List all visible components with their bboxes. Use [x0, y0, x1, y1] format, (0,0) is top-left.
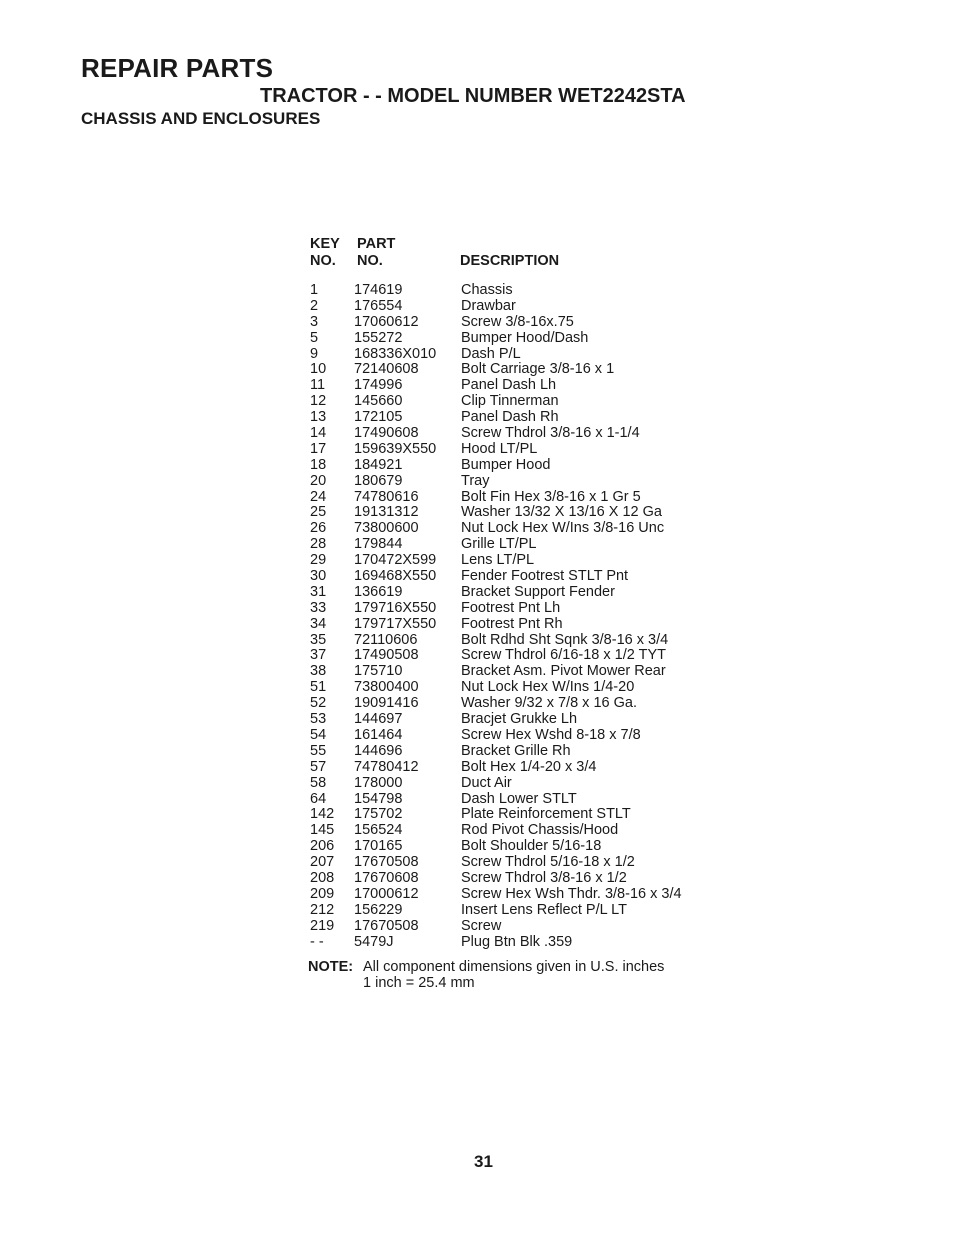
- table-row: [310, 648, 710, 664]
- table-row: [310, 299, 710, 315]
- part-no-cell: 174996: [354, 377, 403, 394]
- table-row: [310, 807, 710, 823]
- part-no-cell: 178000: [354, 774, 403, 791]
- table-row: [310, 537, 710, 553]
- note-label: NOTE:: [308, 959, 354, 975]
- description-cell: Footrest Pnt Rh: [461, 615, 563, 632]
- key-no-cell: 64: [310, 790, 327, 807]
- description-header: DESCRIPTION: [460, 253, 560, 269]
- table-row: [310, 553, 710, 569]
- table-row: [310, 505, 710, 521]
- key-no-cell: 20: [310, 472, 327, 489]
- part-no-cell: 17670508: [354, 854, 419, 871]
- part-no-cell: 5479J: [354, 933, 394, 950]
- table-row: [310, 490, 710, 506]
- part-no-cell: 17490508: [354, 647, 419, 664]
- key-no-cell: 17: [310, 440, 327, 457]
- table-row: [310, 394, 710, 410]
- page-title: REPAIR PARTS: [81, 53, 274, 83]
- table-row: [310, 283, 710, 299]
- description-cell: Clip Tinnerman: [461, 393, 559, 410]
- key-no-cell: 207: [310, 854, 335, 871]
- key-no-cell: 10: [310, 361, 327, 378]
- part-no-cell: 161464: [354, 726, 403, 743]
- description-cell: Lens LT/PL: [461, 552, 535, 569]
- key-no-cell: 2: [310, 297, 319, 314]
- description-cell: Rod Pivot Chassis/Hood: [461, 822, 619, 839]
- part-no-cell: 174619: [354, 282, 403, 298]
- description-cell: Hood LT/PL: [461, 440, 538, 457]
- key-no-cell: 54: [310, 726, 327, 743]
- part-no-cell: 73800600: [354, 520, 419, 537]
- table-row: [310, 696, 710, 712]
- table-row: [310, 474, 710, 490]
- part-no-cell: 19091416: [354, 695, 419, 712]
- part-no-cell: 168336X010: [354, 345, 437, 362]
- part-no-cell: 156524: [354, 822, 403, 839]
- table-row: [310, 442, 710, 458]
- description-cell: Nut Lock Hex W/Ins 3/8-16 Unc: [461, 520, 665, 537]
- description-cell: Screw Hex Wsh Thdr. 3/8-16 x 3/4: [461, 885, 682, 902]
- parts-table-header: [310, 236, 710, 272]
- part-no-cell: 179844: [354, 536, 403, 553]
- key-no-cell: 53: [310, 711, 327, 728]
- part-header-line1: PART: [357, 236, 396, 252]
- table-row: [310, 378, 710, 394]
- part-no-cell: 17670508: [354, 917, 419, 934]
- table-row: [310, 919, 710, 935]
- description-cell: Bolt Shoulder 5/16-18: [461, 838, 602, 855]
- part-no-cell: 74780616: [354, 488, 419, 505]
- key-no-cell: 145: [310, 822, 335, 839]
- description-cell: Washer 13/32 X 13/16 X 12 Ga: [461, 504, 662, 521]
- note-line-2: 1 inch = 25.4 mm: [363, 975, 475, 991]
- part-no-cell: 17670608: [354, 869, 419, 886]
- description-cell: Screw Thdrol 6/16-18 x 1/2 TYT: [461, 647, 666, 664]
- key-no-cell: 38: [310, 663, 327, 680]
- key-no-cell: 58: [310, 774, 327, 791]
- part-no-cell: 144696: [354, 742, 403, 759]
- description-cell: Bracket Support Fender: [461, 583, 615, 600]
- key-no-cell: 28: [310, 536, 327, 553]
- part-no-cell: 180679: [354, 472, 403, 489]
- description-cell: Bolt Hex 1/4-20 x 3/4: [461, 758, 597, 775]
- key-no-cell: 219: [310, 917, 335, 934]
- part-no-cell: 175710: [354, 663, 403, 680]
- key-no-cell: 55: [310, 742, 327, 759]
- table-row: [310, 792, 710, 808]
- table-row: [310, 680, 710, 696]
- part-no-cell: 17060612: [354, 313, 419, 330]
- part-no-cell: 159639X550: [354, 440, 437, 457]
- table-row: [310, 521, 710, 537]
- table-row: [310, 839, 710, 855]
- table-row: [310, 426, 710, 442]
- description-cell: Duct Air: [461, 774, 512, 791]
- description-cell: Bracjet Grukke Lh: [461, 711, 578, 728]
- note-line-1: All component dimensions given in U.S. inches: [363, 959, 665, 975]
- part-no-cell: 176554: [354, 297, 403, 314]
- table-row: [310, 823, 710, 839]
- part-no-cell: 144697: [354, 711, 403, 728]
- table-row: [310, 664, 710, 680]
- table-row: [310, 776, 710, 792]
- description-cell: Tray: [461, 472, 490, 489]
- table-row: [310, 887, 710, 903]
- key-no-cell: 13: [310, 409, 327, 426]
- table-row: [310, 331, 710, 347]
- table-row: [310, 601, 710, 617]
- table-row: [310, 362, 710, 378]
- table-row: [310, 585, 710, 601]
- part-no-cell: 72110606: [354, 631, 418, 648]
- parts-table: [310, 283, 710, 950]
- key-no-cell: - -: [310, 933, 324, 950]
- table-row: [310, 712, 710, 728]
- part-no-cell: 169468X550: [354, 568, 437, 585]
- description-cell: Fender Footrest STLT Pnt: [461, 568, 629, 585]
- table-row: [310, 855, 710, 871]
- part-no-cell: 179716X550: [354, 599, 437, 616]
- description-cell: Panel Dash Lh: [461, 377, 557, 394]
- part-no-cell: 184921: [354, 456, 403, 473]
- key-no-cell: 30: [310, 568, 327, 585]
- part-no-cell: 154798: [354, 790, 403, 807]
- table-row: [310, 760, 710, 776]
- description-cell: Screw Hex Wshd 8-18 x 7/8: [461, 726, 641, 743]
- description-cell: Grille LT/PL: [461, 536, 537, 553]
- key-no-cell: 206: [310, 838, 335, 855]
- section-title: CHASSIS AND ENCLOSURES: [81, 109, 321, 128]
- part-no-cell: 73800400: [354, 679, 419, 696]
- key-header-line2: NO.: [310, 253, 336, 269]
- part-no-cell: 72140608: [354, 361, 419, 378]
- part-no-cell: 145660: [354, 393, 403, 410]
- model-title: TRACTOR - - MODEL NUMBER WET2242STA: [260, 85, 686, 107]
- part-no-cell: 136619: [354, 583, 403, 600]
- key-no-cell: 212: [310, 901, 335, 918]
- description-cell: Washer 9/32 x 7/8 x 16 Ga.: [461, 695, 637, 712]
- description-cell: Panel Dash Rh: [461, 409, 559, 426]
- key-no-cell: 26: [310, 520, 327, 537]
- description-cell: Bracket Asm. Pivot Mower Rear: [461, 663, 666, 680]
- table-row: [310, 347, 710, 363]
- key-no-cell: 11: [310, 377, 326, 394]
- description-cell: Bumper Hood: [461, 456, 551, 473]
- table-row: [310, 633, 710, 649]
- table-row: [310, 617, 710, 633]
- key-no-cell: 51: [310, 679, 327, 696]
- part-no-cell: 175702: [354, 806, 403, 823]
- description-cell: Chassis: [461, 282, 513, 298]
- description-cell: Bolt Rdhd Sht Sqnk 3/8-16 x 3/4: [461, 631, 669, 648]
- description-cell: Screw: [461, 917, 502, 934]
- table-row: [310, 410, 710, 426]
- part-no-cell: 170472X599: [354, 552, 437, 569]
- description-cell: Screw Thdrol 3/8-16 x 1-1/4: [461, 425, 640, 442]
- description-cell: Plug Btn Blk .359: [461, 933, 573, 950]
- part-no-cell: 19131312: [354, 504, 419, 521]
- key-no-cell: 57: [310, 758, 327, 775]
- description-cell: Dash Lower STLT: [461, 790, 577, 807]
- part-no-cell: 170165: [354, 838, 403, 855]
- table-row: [310, 871, 710, 887]
- description-cell: Bracket Grille Rh: [461, 742, 571, 759]
- key-no-cell: 35: [310, 631, 327, 648]
- part-no-cell: 179717X550: [354, 615, 437, 632]
- key-no-cell: 14: [310, 425, 327, 442]
- key-no-cell: 3: [310, 313, 319, 330]
- description-cell: Screw Thdrol 3/8-16 x 1/2: [461, 869, 627, 886]
- description-cell: Plate Reinforcement STLT: [461, 806, 631, 823]
- key-no-cell: 31: [310, 583, 327, 600]
- description-cell: Dash P/L: [461, 345, 521, 362]
- key-no-cell: 29: [310, 552, 327, 569]
- key-no-cell: 24: [310, 488, 327, 505]
- table-row: [310, 903, 710, 919]
- part-no-cell: 17000612: [354, 885, 419, 902]
- description-cell: Screw 3/8-16x.75: [461, 313, 574, 330]
- key-no-cell: 1: [310, 282, 319, 298]
- key-no-cell: 33: [310, 599, 327, 616]
- key-no-cell: 34: [310, 615, 327, 632]
- description-cell: Nut Lock Hex W/Ins 1/4-20: [461, 679, 635, 696]
- description-cell: Bolt Fin Hex 3/8-16 x 1 Gr 5: [461, 488, 641, 505]
- key-no-cell: 5: [310, 329, 319, 346]
- part-no-cell: 74780412: [354, 758, 419, 775]
- key-no-cell: 12: [310, 393, 327, 410]
- part-no-cell: 172105: [354, 409, 403, 426]
- part-no-cell: 17490608: [354, 425, 419, 442]
- description-cell: Bumper Hood/Dash: [461, 329, 589, 346]
- description-cell: Bolt Carriage 3/8-16 x 1: [461, 361, 615, 378]
- key-no-cell: 142: [310, 806, 335, 823]
- table-row: [310, 744, 710, 760]
- key-no-cell: 209: [310, 885, 335, 902]
- table-row: [310, 458, 710, 474]
- key-no-cell: 18: [310, 456, 327, 473]
- part-no-cell: 155272: [354, 329, 403, 346]
- table-row: [310, 315, 710, 331]
- description-cell: Footrest Pnt Lh: [461, 599, 561, 616]
- key-no-cell: 208: [310, 869, 335, 886]
- key-no-cell: 25: [310, 504, 327, 521]
- table-row: [310, 728, 710, 744]
- description-cell: Screw Thdrol 5/16-18 x 1/2: [461, 854, 635, 871]
- description-cell: Drawbar: [461, 297, 516, 314]
- page-number: 31: [474, 1152, 493, 1171]
- description-cell: Insert Lens Reflect P/L LT: [461, 901, 628, 918]
- table-row: [310, 569, 710, 585]
- key-no-cell: 52: [310, 695, 327, 712]
- key-no-cell: 9: [310, 345, 319, 362]
- part-header-line2: NO.: [357, 253, 383, 269]
- key-no-cell: 37: [310, 647, 327, 664]
- part-no-cell: 156229: [354, 901, 403, 918]
- key-header-line1: KEY: [310, 236, 340, 252]
- table-row: [310, 935, 710, 951]
